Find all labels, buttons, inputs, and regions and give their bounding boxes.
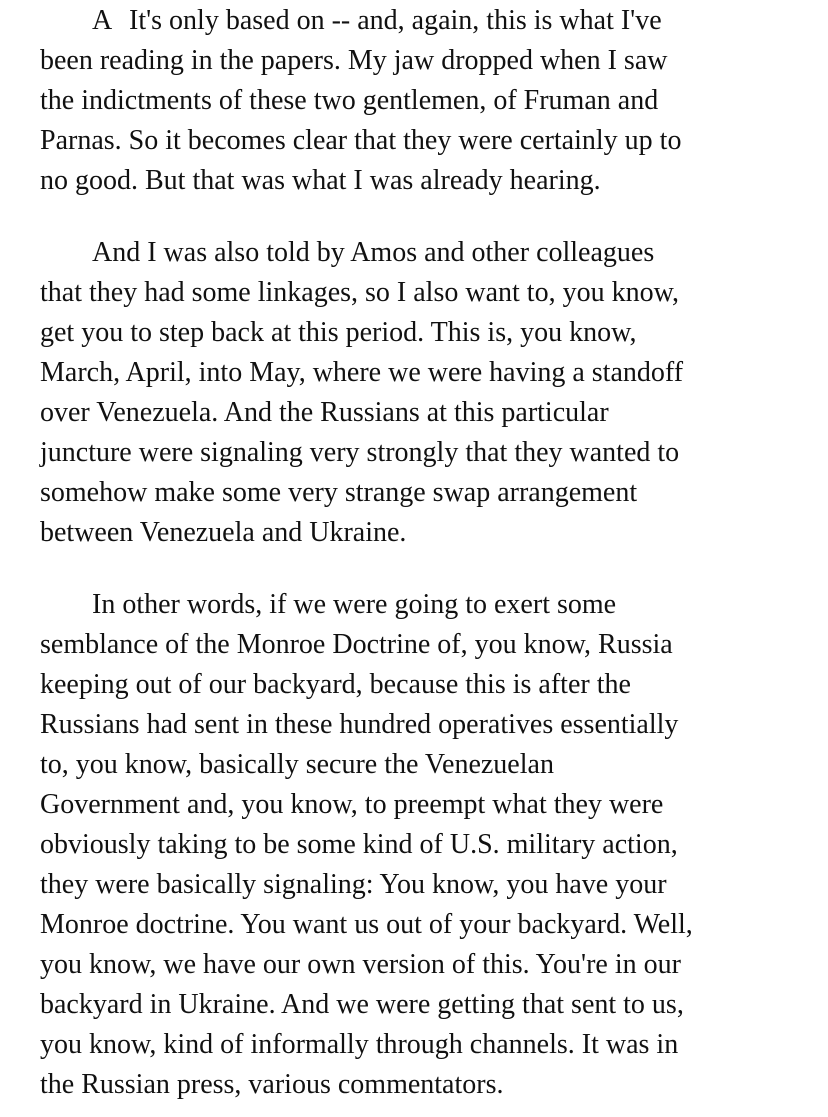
text-line: semblance of the Monroe Doctrine of, you know, Russia — [40, 629, 673, 660]
text-line: the indictments of these two gentlemen, of Fruman and — [40, 85, 659, 116]
paragraph-3 — [40, 585, 800, 1105]
text-line: they were basically signaling: You know, you have your — [40, 869, 667, 900]
speaker-label: A — [92, 5, 113, 36]
text-line: keeping out of our backyard, because this is after the — [40, 669, 631, 700]
text-line: backyard in Ukraine. And we were getting that sent to us, — [40, 989, 684, 1020]
text-line: Monroe doctrine. You want us out of your backyard. Well, — [40, 909, 693, 940]
text-line: Parnas. So it becomes clear that they were certainly up to — [40, 125, 682, 156]
paragraph-answer-1 — [40, 1, 800, 201]
text-line: juncture were signaling very strongly that they wanted to — [40, 437, 680, 468]
text-line: you know, kind of informally through channels. It was in — [40, 1029, 679, 1060]
text-line: been reading in the papers. My jaw dropped when I saw — [40, 45, 668, 76]
text-line: Russians had sent in these hundred operatives essentially — [40, 709, 679, 740]
paragraph-2 — [40, 233, 800, 553]
text-line: Government and, you know, to preempt what they were — [40, 789, 664, 820]
text-line: no good. But that was what I was already hearing. — [40, 165, 601, 196]
text-line: obviously taking to be some kind of U.S. military action, — [40, 829, 678, 860]
text-line: that they had some linkages, so I also want to, you know, — [40, 277, 679, 308]
text-line: In other words, if we were going to exert some — [92, 589, 617, 620]
text-line: over Venezuela. And the Russians at this particular — [40, 397, 609, 428]
text-line: And I was also told by Amos and other colleagues — [92, 237, 655, 268]
text-line: you know, we have our own version of this. You're in our — [40, 949, 681, 980]
text-line — [40, 1, 800, 41]
text-line: to, you know, basically secure the Venezuelan — [40, 749, 554, 780]
text-line-content: It's only based on -- and, again, this is what I've — [129, 5, 662, 36]
text-line: the Russian press, various commentators. — [40, 1069, 504, 1100]
text-line: somehow make some very strange swap arrangement — [40, 477, 638, 508]
text-line: get you to step back at this period. This is, you know, — [40, 317, 637, 348]
text-line: March, April, into May, where we were having a standoff — [40, 357, 684, 388]
text-line: between Venezuela and Ukraine. — [40, 517, 407, 548]
